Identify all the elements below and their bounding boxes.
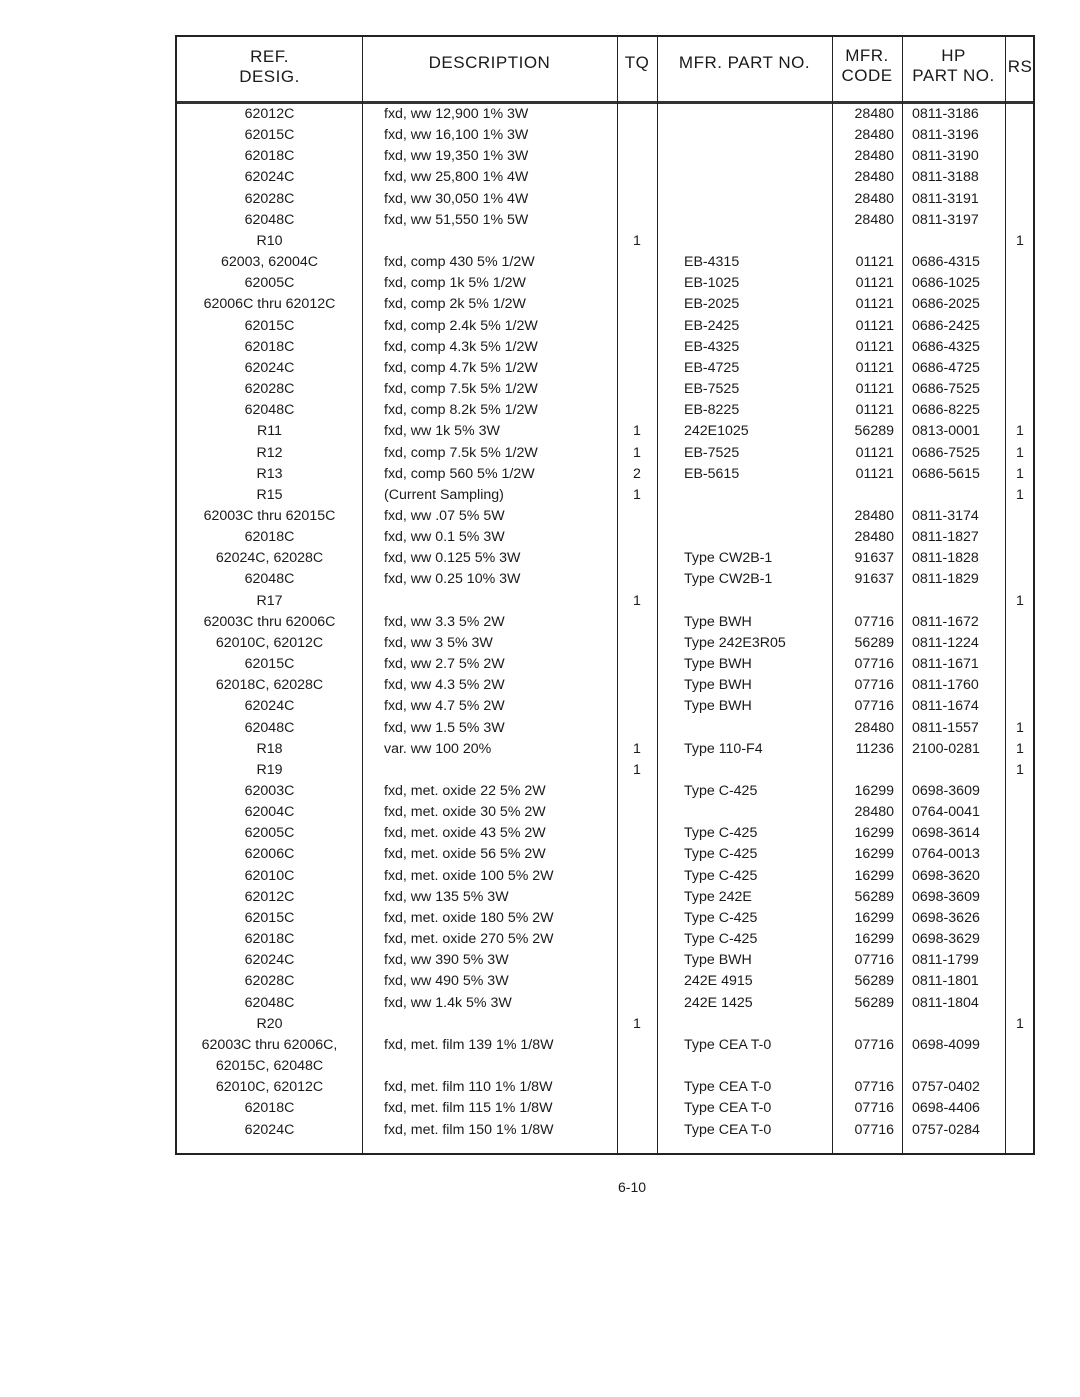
rs-cell: 1: [1016, 1015, 1024, 1032]
table-row: [177, 210, 1033, 231]
hp-part-no-cell: 0811-1827: [912, 529, 979, 546]
table-row: [177, 358, 1033, 379]
description-cell: fxd, ww 30,050 1% 4W: [384, 190, 529, 207]
mfr-part-no-cell: EB-4315: [684, 254, 740, 271]
description-cell: fxd, comp 7.5k 5% 1/2W: [384, 381, 538, 398]
ref-desig-cell: 62015C: [244, 317, 295, 334]
mfr-code-cell: 01121: [855, 444, 894, 461]
hp-part-no-cell: 0811-3190: [912, 148, 979, 165]
ref-desig-cell: 62024C: [244, 169, 295, 186]
mfr-part-no-cell: Type CEA T-0: [684, 1079, 772, 1096]
table-row: [177, 591, 1033, 612]
description-cell: fxd, ww .07 5% 5W: [384, 507, 505, 524]
rs-cell: 1: [1016, 232, 1024, 249]
header-mfr-line1: MFR.: [845, 46, 889, 65]
mfr-code-cell: 11236: [855, 740, 894, 757]
ref-desig-cell: 62012C: [244, 888, 295, 905]
table-row: [177, 866, 1033, 887]
ref-desig-cell: 62015C: [244, 909, 295, 926]
description-cell: fxd, met. oxide 270 5% 2W: [384, 931, 554, 948]
mfr-part-no-cell: EB-7525: [684, 381, 740, 398]
mfr-part-no-cell: Type C-425: [684, 846, 758, 863]
description-cell: fxd, comp 4.7k 5% 1/2W: [384, 359, 538, 376]
ref-desig-cell: 62024C: [244, 952, 295, 969]
table-row: [177, 1120, 1033, 1141]
table-row: [177, 929, 1033, 950]
table-row: [177, 379, 1033, 400]
description-cell: fxd, comp 7.5k 5% 1/2W: [384, 444, 538, 461]
mfr-part-no-cell: Type 242E3R05: [684, 634, 786, 651]
parts-list-table: [175, 35, 1035, 1155]
ref-desig-cell: R18: [256, 740, 283, 757]
hp-part-no-cell: 0686-7525: [912, 381, 980, 398]
mfr-part-no-cell: Type BWH: [684, 677, 752, 694]
ref-desig-cell: 62024C: [244, 698, 295, 715]
description-cell: fxd, comp 8.2k 5% 1/2W: [384, 402, 538, 419]
hp-part-no-cell: 0811-1224: [912, 634, 979, 651]
ref-desig-cell: 62048C: [244, 571, 295, 588]
header-mfr-line2: CODE: [841, 66, 893, 85]
mfr-code-cell: 16299: [854, 909, 894, 926]
hp-part-no-cell: 0698-3609: [912, 783, 980, 799]
table-row: [177, 548, 1033, 569]
description-cell: fxd, met. film 115 1% 1/8W: [384, 1100, 553, 1117]
ref-desig-cell: 62010C, 62012C: [215, 1079, 324, 1096]
hp-part-no-cell: 0698-3620: [912, 867, 980, 884]
tq-cell: 1: [633, 740, 641, 757]
header-hp-line1: HP: [941, 46, 966, 65]
table-row: [177, 844, 1033, 865]
description-cell: fxd, met. oxide 43 5% 2W: [384, 825, 546, 842]
hp-part-no-cell: 0764-0013: [912, 846, 980, 863]
table-row: [177, 908, 1033, 929]
mfr-code-cell: 01121: [855, 402, 894, 419]
header-rs: RS: [1007, 57, 1033, 76]
mfr-code-cell: 28480: [854, 804, 894, 821]
ref-desig-cell: 62003C thru 62006C,: [201, 1036, 338, 1053]
hp-part-no-cell: 0698-3614: [912, 825, 980, 842]
description-cell: fxd, ww 1.4k 5% 3W: [384, 994, 512, 1011]
mfr-code-cell: 01121: [855, 317, 894, 334]
hp-part-no-cell: 0811-1829: [912, 571, 979, 588]
table-row: [177, 739, 1033, 760]
tq-cell: 1: [633, 592, 641, 609]
ref-desig-cell: 62024C: [244, 359, 295, 376]
ref-desig-cell: 62048C: [244, 994, 295, 1011]
description-cell: var. ww 100 20%: [384, 740, 492, 757]
mfr-part-no-cell: Type CW2B-1: [684, 550, 773, 567]
ref-desig-cell: 62003C: [244, 783, 295, 799]
header-description: DESCRIPTION: [428, 53, 551, 72]
ref-desig-cell: 62003C thru 62015C: [203, 507, 336, 524]
table-row: [177, 527, 1033, 548]
hp-part-no-cell: 0764-0041: [912, 804, 980, 821]
header-mfr-part-no: MFR. PART NO.: [678, 53, 811, 72]
description-cell: fxd, comp 1k 5% 1/2W: [384, 275, 526, 292]
mfr-code-cell: 07716: [854, 1079, 894, 1096]
table-row: [177, 696, 1033, 717]
ref-desig-cell: R13: [256, 465, 283, 482]
mfr-code-cell: 28480: [854, 211, 894, 228]
mfr-code-cell: 07716: [854, 677, 894, 694]
mfr-code-cell: 16299: [854, 783, 894, 799]
ref-desig-cell: 62012C: [244, 106, 295, 122]
mfr-part-no-cell: 242E 4915: [684, 973, 753, 990]
header-ref-desig: [177, 47, 362, 87]
mfr-part-no-cell: Type CW2B-1: [684, 571, 773, 588]
mfr-code-cell: 07716: [854, 1036, 894, 1053]
ref-desig-cell: 62024C, 62028C: [215, 550, 324, 567]
description-cell: fxd, ww 0.1 5% 3W: [384, 529, 505, 546]
table-row: [177, 337, 1033, 358]
mfr-code-cell: 91637: [854, 550, 894, 567]
description-cell: fxd, comp 560 5% 1/2W: [384, 465, 535, 482]
header-ref-line1: REF.: [250, 47, 289, 66]
hp-part-no-cell: 2100-0281: [912, 740, 980, 757]
mfr-part-no-cell: Type BWH: [684, 613, 752, 630]
mfr-part-no-cell: Type C-425: [684, 867, 758, 884]
table-row: [177, 231, 1033, 252]
mfr-part-no-cell: Type C-425: [684, 783, 758, 799]
tq-cell: 1: [633, 1015, 641, 1032]
table-row: [177, 104, 1033, 125]
mfr-code-cell: 28480: [854, 507, 894, 524]
hp-part-no-cell: 0698-4099: [912, 1036, 980, 1053]
mfr-code-cell: 28480: [854, 127, 894, 144]
mfr-code-cell: 16299: [854, 846, 894, 863]
hp-part-no-cell: 0811-1804: [912, 994, 979, 1011]
hp-part-no-cell: 0811-3188: [912, 169, 979, 186]
table-row: [177, 125, 1033, 146]
table-row: [177, 421, 1033, 442]
ref-desig-cell: 62015C: [244, 656, 295, 673]
table-row: [177, 146, 1033, 167]
description-cell: fxd, comp 4.3k 5% 1/2W: [384, 338, 538, 355]
ref-desig-cell: 62005C: [244, 825, 295, 842]
table-row: [177, 971, 1033, 992]
mfr-code-cell: 07716: [854, 656, 894, 673]
mfr-code-cell: 07716: [854, 1100, 894, 1117]
hp-part-no-cell: 0811-1674: [912, 698, 979, 715]
description-cell: fxd, comp 2.4k 5% 1/2W: [384, 317, 538, 334]
mfr-part-no-cell: 242E1025: [684, 423, 749, 440]
mfr-code-cell: 01121: [855, 465, 894, 482]
hp-part-no-cell: 0686-4325: [912, 338, 980, 355]
tq-cell: 1: [633, 232, 641, 249]
hp-part-no-cell: 0686-4725: [912, 359, 980, 376]
ref-desig-cell: 62028C: [244, 190, 295, 207]
mfr-code-cell: 91637: [854, 571, 894, 588]
table-row: [177, 781, 1033, 802]
table-row: [177, 273, 1033, 294]
mfr-part-no-cell: Type C-425: [684, 825, 758, 842]
ref-desig-cell: 62018C: [244, 1100, 295, 1117]
description-cell: fxd, ww 0.125 5% 3W: [384, 550, 521, 567]
hp-part-no-cell: 0811-3174: [912, 507, 979, 524]
description-cell: fxd, met. film 150 1% 1/8W: [384, 1121, 554, 1138]
description-cell: fxd, ww 0.25 10% 3W: [384, 571, 521, 588]
ref-desig-cell: R10: [256, 232, 283, 249]
ref-desig-cell: 62018C: [244, 529, 295, 546]
rs-cell: 1: [1016, 465, 1024, 482]
mfr-part-no-cell: EB-5615: [684, 465, 740, 482]
table-row: [177, 802, 1033, 823]
rs-cell: 1: [1016, 592, 1024, 609]
hp-part-no-cell: 0686-4315: [912, 254, 980, 271]
mfr-part-no-cell: Type CEA T-0: [684, 1036, 772, 1053]
description-cell: fxd, ww 3 5% 3W: [384, 634, 493, 651]
hp-part-no-cell: 0686-1025: [912, 275, 980, 292]
hp-part-no-cell: 0757-0284: [912, 1121, 980, 1138]
hp-part-no-cell: 0811-1799: [912, 952, 979, 969]
hp-part-no-cell: 0811-1672: [912, 613, 979, 630]
ref-desig-cell: 62004C: [244, 804, 295, 821]
ref-desig-cell: 62028C: [244, 381, 295, 398]
mfr-code-cell: 01121: [855, 275, 894, 292]
header-hp-part-no: [902, 46, 1005, 86]
mfr-code-cell: 07716: [854, 613, 894, 630]
table-row: [177, 993, 1033, 1014]
header-mfr-code: [832, 46, 902, 86]
header-hp-line2: PART NO.: [912, 66, 995, 85]
description-cell: fxd, met. oxide 100 5% 2W: [384, 867, 554, 884]
hp-part-no-cell: 0698-3609: [912, 888, 980, 905]
hp-part-no-cell: 0698-3626: [912, 909, 980, 926]
rs-cell: 1: [1016, 761, 1024, 778]
mfr-part-no-cell: Type C-425: [684, 931, 758, 948]
table-row: [177, 506, 1033, 527]
description-cell: fxd, ww 16,100 1% 3W: [384, 127, 529, 144]
table-row: [177, 316, 1033, 337]
table-row: [177, 443, 1033, 464]
ref-desig-cell: R11: [257, 423, 282, 440]
hp-part-no-cell: 0813-0001: [912, 423, 980, 440]
rs-cell: 1: [1016, 423, 1024, 440]
hp-part-no-cell: 0811-1828: [912, 550, 979, 567]
mfr-part-no-cell: Type BWH: [684, 952, 752, 969]
hp-part-no-cell: 0698-4406: [912, 1100, 980, 1117]
hp-part-no-cell: 0811-1557: [912, 719, 979, 736]
description-cell: fxd, met. oxide 180 5% 2W: [384, 909, 554, 926]
hp-part-no-cell: 0811-1671: [912, 656, 979, 673]
tq-cell: 1: [633, 444, 641, 461]
description-cell: fxd, ww 1k 5% 3W: [384, 423, 500, 440]
mfr-code-cell: 56289: [854, 973, 894, 990]
hp-part-no-cell: 0811-1760: [912, 677, 979, 694]
table-row: [177, 760, 1033, 781]
hp-part-no-cell: 0811-3186: [912, 106, 979, 122]
table-row: [177, 294, 1033, 315]
table-row: [177, 569, 1033, 590]
mfr-part-no-cell: EB-4725: [684, 359, 740, 376]
description-cell: fxd, ww 390 5% 3W: [384, 952, 509, 969]
description-cell: fxd, ww 490 5% 3W: [384, 973, 509, 990]
ref-desig-cell: 62015C: [244, 127, 295, 144]
ref-desig-cell: R12: [256, 444, 283, 461]
header-tq: TQ: [624, 53, 650, 72]
description-cell: fxd, ww 135 5% 3W: [384, 888, 509, 905]
table-row: [177, 950, 1033, 971]
mfr-code-cell: 01121: [855, 381, 894, 398]
table-row: [177, 252, 1033, 273]
table-row: [177, 1056, 1033, 1077]
mfr-code-cell: 28480: [854, 190, 894, 207]
ref-desig-cell: 62048C: [244, 402, 295, 419]
mfr-code-cell: 56289: [854, 423, 894, 440]
ref-desig-cell: 62048C: [244, 719, 295, 736]
description-cell: fxd, met. film 110 1% 1/8W: [384, 1079, 553, 1096]
hp-part-no-cell: 0686-2425: [912, 317, 980, 334]
description-cell: fxd, ww 2.7 5% 2W: [384, 656, 505, 673]
description-cell: fxd, ww 3.3 5% 2W: [384, 613, 505, 630]
hp-part-no-cell: 0686-2025: [912, 296, 980, 313]
mfr-code-cell: 28480: [854, 148, 894, 165]
mfr-part-no-cell: EB-2025: [684, 296, 740, 313]
mfr-part-no-cell: Type BWH: [684, 698, 752, 715]
rs-cell: 1: [1016, 486, 1024, 503]
hp-part-no-cell: 0811-3197: [912, 211, 979, 228]
ref-desig-cell: 62028C: [244, 973, 295, 990]
hp-part-no-cell: 0811-3191: [912, 190, 979, 207]
description-cell: fxd, ww 51,550 1% 5W: [384, 211, 529, 228]
mfr-code-cell: 01121: [855, 296, 894, 313]
mfr-part-no-cell: Type CEA T-0: [684, 1100, 772, 1117]
table-row: [177, 612, 1033, 633]
table-header: [177, 37, 1033, 104]
mfr-part-no-cell: Type BWH: [684, 656, 752, 673]
mfr-code-cell: 28480: [854, 169, 894, 186]
description-cell: (Current Sampling): [384, 486, 504, 503]
mfr-code-cell: 16299: [854, 867, 894, 884]
hp-part-no-cell: 0811-1801: [912, 973, 979, 990]
description-cell: fxd, ww 4.3 5% 2W: [384, 677, 505, 694]
mfr-part-no-cell: EB-4325: [684, 338, 740, 355]
mfr-code-cell: 28480: [854, 719, 894, 736]
mfr-part-no-cell: EB-7525: [684, 444, 740, 461]
description-cell: fxd, met. oxide 22 5% 2W: [384, 783, 546, 799]
table-row: [177, 1014, 1033, 1035]
ref-desig-cell: 62018C: [244, 931, 295, 948]
hp-part-no-cell: 0698-3629: [912, 931, 980, 948]
description-cell: fxd, ww 1.5 5% 3W: [384, 719, 505, 736]
tq-cell: 1: [633, 486, 641, 503]
header-ref-line2: DESIG.: [239, 67, 300, 86]
table-row: [177, 400, 1033, 421]
mfr-code-cell: 56289: [854, 994, 894, 1011]
tq-cell: 2: [633, 465, 641, 482]
mfr-code-cell: 01121: [855, 254, 894, 271]
mfr-code-cell: 28480: [854, 529, 894, 546]
description-cell: fxd, comp 430 5% 1/2W: [384, 254, 535, 271]
table-row: [177, 633, 1033, 654]
table-row: [177, 1035, 1033, 1056]
description-cell: fxd, met. film 139 1% 1/8W: [384, 1036, 554, 1053]
hp-part-no-cell: 0811-3196: [912, 127, 979, 144]
mfr-part-no-cell: Type C-425: [684, 909, 758, 926]
ref-desig-cell: R19: [256, 761, 283, 778]
ref-desig-cell: 62024C: [244, 1121, 295, 1138]
mfr-code-cell: 01121: [855, 338, 894, 355]
rs-cell: 1: [1016, 719, 1024, 736]
mfr-part-no-cell: EB-2425: [684, 317, 740, 334]
ref-desig-cell: R17: [256, 592, 283, 609]
table-row: [177, 675, 1033, 696]
mfr-code-cell: 56289: [854, 888, 894, 905]
mfr-part-no-cell: Type CEA T-0: [684, 1121, 772, 1138]
mfr-code-cell: 28480: [854, 106, 894, 122]
description-cell: fxd, ww 19,350 1% 3W: [384, 148, 529, 165]
ref-desig-cell: 62005C: [244, 275, 295, 292]
description-cell: fxd, ww 12,900 1% 3W: [384, 106, 529, 122]
ref-desig-cell: R20: [256, 1015, 283, 1032]
table-row: [177, 1077, 1033, 1098]
tq-cell: 1: [633, 761, 641, 778]
hp-part-no-cell: 0686-8225: [912, 402, 980, 419]
ref-desig-cell: 62018C, 62028C: [215, 677, 324, 694]
table-row: [177, 1098, 1033, 1119]
ref-desig-cell: 62010C, 62012C: [215, 634, 324, 651]
table-row: [177, 167, 1033, 188]
ref-desig-cell: 62018C: [244, 148, 295, 165]
ref-desig-cell: 62006C: [244, 846, 295, 863]
mfr-code-cell: 07716: [854, 698, 894, 715]
table-body: [177, 104, 1033, 1141]
mfr-part-no-cell: Type 242E: [684, 888, 752, 905]
mfr-part-no-cell: EB-1025: [684, 275, 740, 292]
ref-desig-cell: 62003, 62004C: [220, 254, 319, 271]
mfr-part-no-cell: 242E 1425: [684, 994, 753, 1011]
ref-desig-cell: 62003C thru 62006C: [203, 613, 336, 630]
description-cell: fxd, met. oxide 56 5% 2W: [384, 846, 546, 863]
mfr-code-cell: 07716: [854, 952, 894, 969]
hp-part-no-cell: 0686-7525: [912, 444, 980, 461]
ref-desig-cell: 62015C, 62048C: [215, 1058, 324, 1075]
mfr-part-no-cell: EB-8225: [684, 402, 740, 419]
table-row: [177, 718, 1033, 739]
mfr-code-cell: 07716: [854, 1121, 894, 1138]
rs-cell: 1: [1016, 444, 1024, 461]
ref-desig-cell: 62006C thru 62012C: [203, 296, 336, 313]
table-row: [177, 823, 1033, 844]
ref-desig-cell: 62018C: [244, 338, 295, 355]
ref-desig-cell: 62048C: [244, 211, 295, 228]
description-cell: fxd, comp 2k 5% 1/2W: [384, 296, 526, 313]
hp-part-no-cell: 0757-0402: [912, 1079, 980, 1096]
tq-cell: 1: [633, 423, 641, 440]
table-row: [177, 485, 1033, 506]
ref-desig-cell: R15: [256, 486, 283, 503]
mfr-code-cell: 16299: [854, 931, 894, 948]
rs-cell: 1: [1016, 740, 1024, 757]
table-row: [177, 887, 1033, 908]
page-number: 6-10: [618, 1179, 647, 1195]
mfr-part-no-cell: Type 110-F4: [684, 740, 763, 757]
description-cell: fxd, ww 4.7 5% 2W: [384, 698, 505, 715]
table-row: [177, 654, 1033, 675]
description-cell: fxd, ww 25,800 1% 4W: [384, 169, 529, 186]
description-cell: fxd, met. oxide 30 5% 2W: [384, 804, 546, 821]
mfr-code-cell: 16299: [854, 825, 894, 842]
mfr-code-cell: 01121: [855, 359, 894, 376]
hp-part-no-cell: 0686-5615: [912, 465, 980, 482]
table-row: [177, 464, 1033, 485]
ref-desig-cell: 62010C: [244, 867, 295, 884]
mfr-code-cell: 56289: [854, 634, 894, 651]
table-row: [177, 189, 1033, 210]
